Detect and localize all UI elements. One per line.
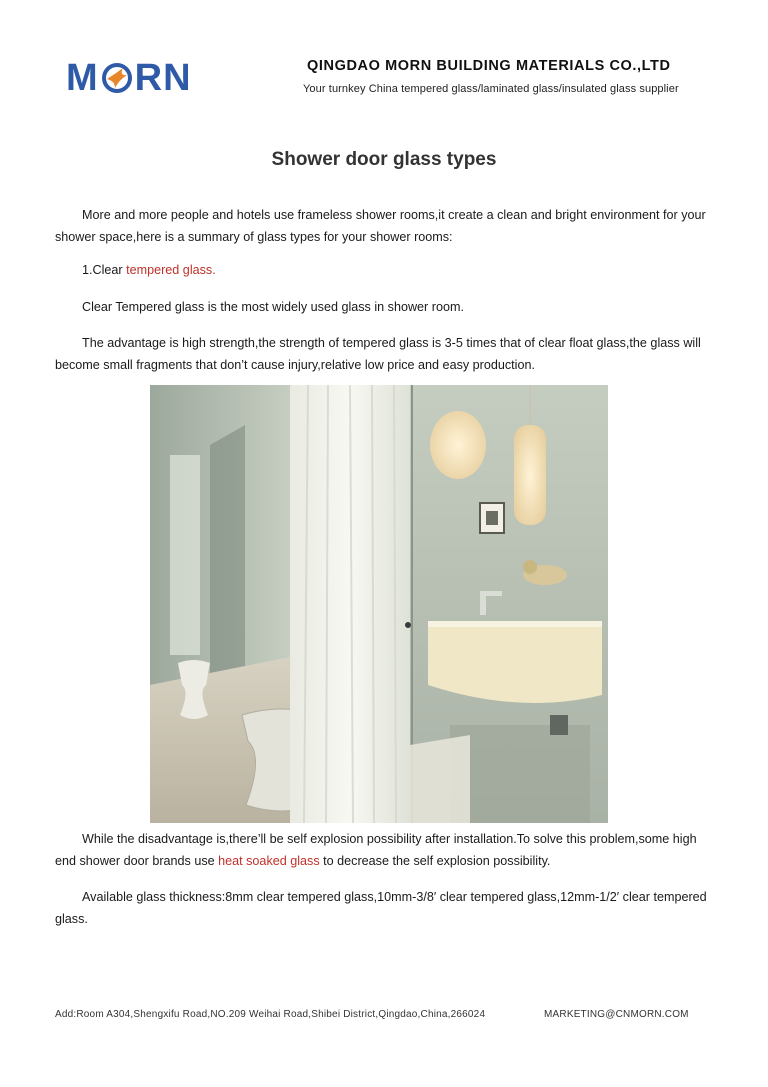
item-clear-prefix: 1.Clear: [82, 263, 127, 277]
logo-letter-m: M: [66, 57, 99, 99]
page-title: Shower door glass types: [271, 149, 497, 170]
heat-soaked-glass-link[interactable]: heat soaked glass: [218, 854, 320, 868]
disadvantage-paragraph: [55, 828, 715, 872]
logo-bird-icon: [101, 62, 133, 94]
advantage-paragraph: The advantage is high strength,the strength of tempered glass is 3-5 times that of clear float glass,the glass will become small fragments that don’t cause injury,relative low price and easy production.: [55, 336, 701, 372]
address-label: Add:: [55, 1009, 77, 1020]
company-tagline: Your turnkey China tempered glass/laminated glass/insulated glass supplier: [303, 83, 679, 95]
footer: [55, 1009, 715, 1020]
contact-email[interactable]: MARKETING@CNMORN.COM: [544, 1009, 689, 1020]
tempered-glass-link[interactable]: tempered glass.: [126, 263, 216, 277]
clear-tempered-paragraph: Clear Tempered glass is the most widely used glass in shower room.: [82, 300, 464, 314]
intro-paragraph: More and more people and hotels use frameless shower rooms,it create a clean and bright environment for your shower space,here is a summary of glass types for your shower rooms:: [55, 208, 706, 244]
item-clear-tempered: [55, 259, 715, 281]
thickness-paragraph: Available glass thickness:8mm clear tempered glass,10mm-3/8′ clear tempered glass,12mm-1/2′ clear tempered glass.: [55, 890, 707, 926]
disadvantage-text-b: to decrease the self explosion possibility.: [319, 854, 551, 868]
shower-room-photo: [150, 385, 608, 823]
disadvantage-text-a: While the disadvantage is,there’ll be self explosion possibility after installation.To solve this problem,some high end shower door brands use: [55, 832, 697, 868]
logo-letters-rn: RN: [134, 57, 192, 99]
company-logo: [66, 58, 196, 98]
company-name: QINGDAO MORN BUILDING MATERIALS CO.,LTD: [307, 58, 671, 74]
address-text: Room A304,Shengxifu Road,NO.209 Weihai Road,Shibei District,Qingdao,China,266024: [76, 1009, 486, 1020]
